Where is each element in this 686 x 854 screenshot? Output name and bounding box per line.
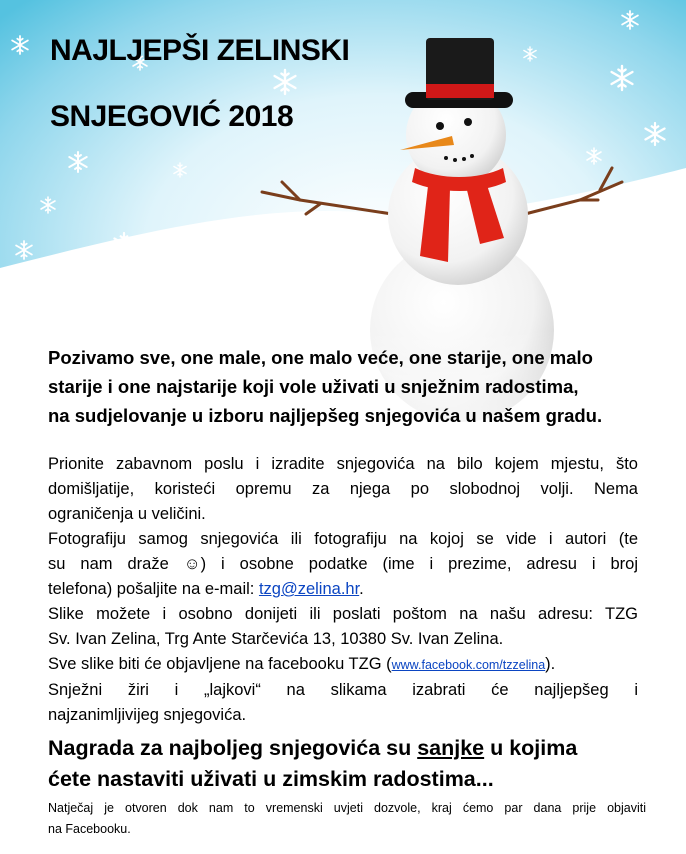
p4-line — [48, 652, 638, 678]
p1-line-1: Prionite zabavnom poslu i izradite snjegovića na bilo kojem mjestu, što — [48, 455, 638, 473]
body-text — [48, 452, 638, 728]
prize-line-1 — [48, 733, 668, 764]
intro-line-3: na sudjelovanje u izboru najljepšeg snjegovića u našem gradu. — [48, 405, 603, 426]
email-link[interactable]: tzg@zelina.hr — [258, 580, 360, 598]
p2-line-2: su nam draže ☺) i osobne podatke (ime i prezime, adresu i broj — [48, 555, 638, 573]
prize-line-1-text: Nagrada za najboljeg snjegovića su — [48, 736, 418, 760]
p3-line-2: Sv. Ivan Zelina, Trg Ante Starčevića 13, 10380 Sv. Ivan Zelina. — [48, 630, 504, 648]
p3-line-1: Slike možete i osobno donijeti ili poslati poštom na našu adresu: TZG — [48, 605, 638, 623]
prize-text — [48, 733, 668, 795]
intro-text — [48, 343, 648, 430]
prize-item-sled: sanjke — [417, 736, 485, 760]
p5-line-2: najzanimljivijeg snjegovića. — [48, 706, 247, 724]
facebook-link[interactable]: www.facebook.com/tzzelina — [391, 658, 546, 672]
p5-line-1: Snježni žiri i „lajkovi“ na slikama izabrati će najljepšeg i — [48, 681, 638, 699]
title-line-1: NAJLJEPŠI ZELINSKI — [50, 34, 350, 67]
note-line-1: Natječaj je otvoren dok nam to vremenski uvjeti dozvole, kraj ćemo par dana prije objaviti — [48, 801, 646, 815]
prize-line-1-end: u kojima — [484, 736, 578, 760]
note-line-2: na Facebooku. — [48, 822, 131, 836]
p4-text: Sve slike biti će objavljene na facebooku TZG ( — [48, 655, 392, 673]
p2-line-3 — [48, 577, 638, 602]
p1-line-3: ograničenja u veličini. — [48, 505, 206, 523]
intro-line-2: starije i one najstarije koji vole uživati u snježnim radostima, — [48, 376, 579, 397]
p4-end: ). — [545, 655, 556, 673]
prize-line-2: ćete nastaviti uživati u zimskim radostima... — [48, 767, 494, 791]
p2-line-1: Fotografiju samog snjegovića ili fotografiju na kojoj se vide i autori (te — [48, 530, 638, 548]
intro-line-1: Pozivamo sve, one male, one malo veće, one starije, one malo — [48, 347, 593, 368]
p2-line-3-text: telefona) pošaljite na e-mail: — [48, 580, 259, 598]
closing-note — [48, 798, 646, 840]
title-line-2: SNJEGOVIĆ 2018 — [50, 100, 294, 133]
p2-line-3-end: . — [359, 580, 364, 598]
p1-line-2: domišljatije, koristeći opremu za njega po slobodnoj volji. Nema — [48, 480, 638, 498]
